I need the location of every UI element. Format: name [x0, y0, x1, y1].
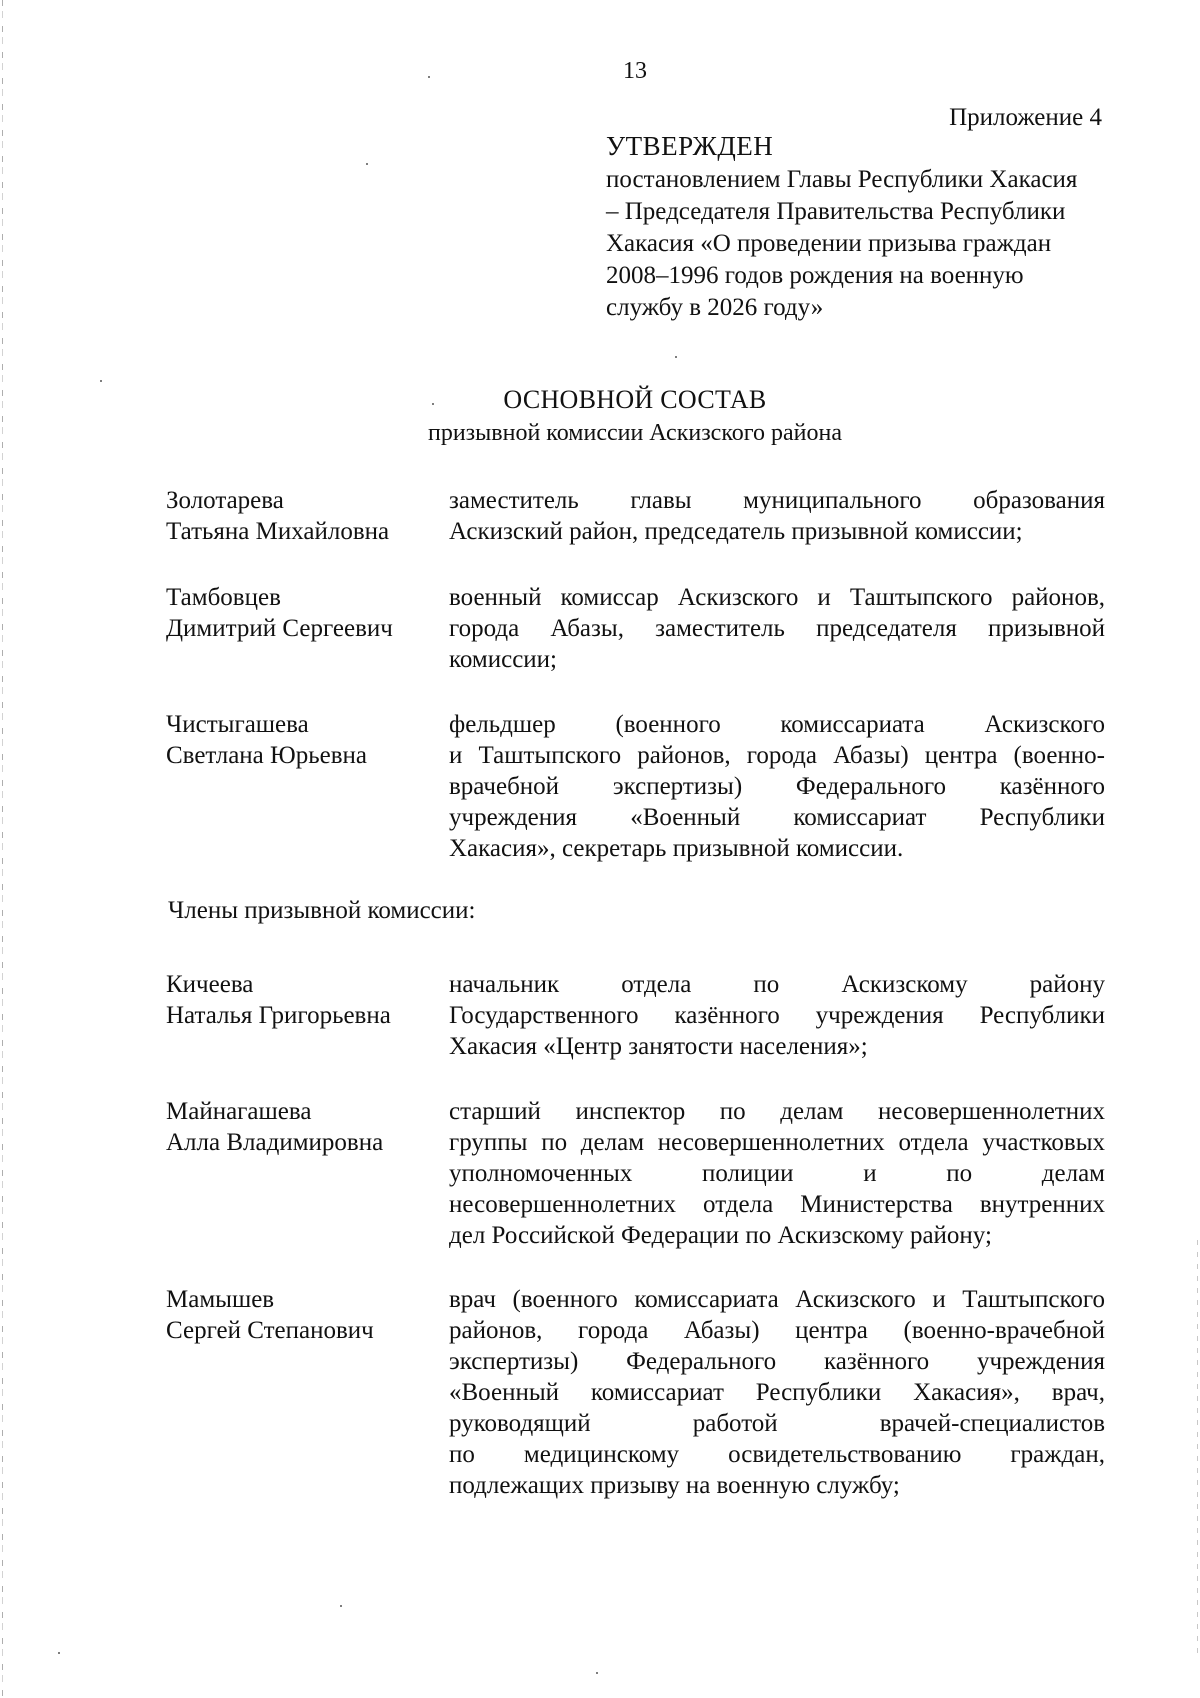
- member-name: [166, 485, 436, 547]
- members-label: Члены призывной комиссии:: [168, 897, 476, 924]
- role-line: Аскизский район, председатель призывной комиссии;: [449, 518, 1023, 545]
- role-line: начальник отдела по Аскизскому району: [449, 971, 1105, 998]
- member-name: [166, 969, 436, 1031]
- appendix-label: Приложение 4: [949, 104, 1102, 131]
- role-line: старший инспектор по делам несовершеннолетних: [449, 1098, 1105, 1125]
- member-given-names: Наталья Григорьевна: [166, 1002, 391, 1029]
- approval-line: – Председателя Правительства Республики: [606, 198, 1066, 225]
- member-role: [449, 969, 1105, 1062]
- member-given-names: Алла Владимировна: [166, 1129, 384, 1156]
- approval-block: [606, 130, 1106, 324]
- member-surname: Золотарева: [166, 487, 284, 514]
- approval-title: УТВЕРЖДЕН: [606, 131, 774, 161]
- role-line: уполномоченных полиции и по делам: [449, 1160, 1105, 1187]
- scan-edge-right: [1197, 1240, 1198, 1660]
- role-line: по медицинскому освидетельствованию граждан,: [449, 1441, 1105, 1468]
- heading-subtitle: призывной комиссии Аскизского района: [427, 420, 843, 446]
- member-given-names: Сергей Степанович: [166, 1317, 374, 1344]
- role-line: экспертизы) Федерального казённого учреждения: [449, 1348, 1105, 1375]
- member-role: [449, 485, 1105, 547]
- role-line: фельдшер (военного комиссариата Аскизского: [449, 711, 1105, 738]
- member-name: [166, 1284, 436, 1346]
- approval-line: постановлением Главы Республики Хакасия: [606, 166, 1078, 193]
- scan-speck: [100, 380, 102, 382]
- scan-speck: [366, 163, 368, 165]
- scan-speck: [58, 1652, 60, 1654]
- heading-title: ОСНОВНОЙ СОСТАВ: [503, 385, 767, 414]
- role-line: Хакасия», секретарь призывной комиссии.: [449, 835, 904, 862]
- member-given-names: Светлана Юрьевна: [166, 742, 368, 769]
- role-line: военный комиссар Аскизского и Таштыпского районов,: [449, 584, 1105, 611]
- member-surname: Кичеева: [166, 971, 254, 998]
- role-line: районов, города Абазы) центра (военно-врачебной: [449, 1317, 1105, 1344]
- member-given-names: Димитрий Сергеевич: [166, 615, 393, 642]
- approval-line: Хакасия «О проведении призыва граждан: [606, 230, 1052, 257]
- page-number: 13: [623, 58, 647, 84]
- scan-edge-left: [2, 0, 3, 1698]
- member-name: [166, 709, 436, 771]
- role-line: «Военный комиссариат Республики Хакасия», врач,: [449, 1379, 1105, 1406]
- member-surname: Майнагашева: [166, 1098, 312, 1125]
- member-name: [166, 1096, 436, 1158]
- approval-line: 2008–1996 годов рождения на военную: [606, 262, 1024, 289]
- role-line: Хакасия «Центр занятости населения»;: [449, 1033, 868, 1060]
- scan-speck: [675, 356, 677, 358]
- section-heading: [0, 383, 1200, 449]
- role-line: руководящий работой врачей-специалистов: [449, 1410, 1105, 1437]
- role-line: подлежащих призыву на военную службу;: [449, 1472, 900, 1499]
- role-line: врач (военного комиссариата Аскизского и Таштыпского: [449, 1286, 1105, 1313]
- role-line: несовершеннолетних отдела Министерства внутренних: [449, 1191, 1105, 1218]
- role-line: города Абазы, заместитель председателя призывной: [449, 615, 1105, 642]
- role-line: комиссии;: [449, 646, 557, 673]
- scan-speck: [340, 1605, 342, 1607]
- member-surname: Мамышев: [166, 1286, 275, 1313]
- role-line: заместитель главы муниципального образования: [449, 487, 1105, 514]
- scan-speck: [596, 1672, 598, 1674]
- role-line: группы по делам несовершеннолетних отдела участковых: [449, 1129, 1105, 1156]
- role-line: врачебной экспертизы) Федерального казённого: [449, 773, 1105, 800]
- member-role: [449, 709, 1105, 864]
- member-name: [166, 582, 436, 644]
- member-surname: Тамбовцев: [166, 584, 281, 611]
- member-role: [449, 1096, 1105, 1251]
- role-line: дел Российской Федерации по Аскизскому району;: [449, 1222, 992, 1249]
- role-line: Государственного казённого учреждения Республики: [449, 1002, 1105, 1029]
- role-line: учреждения «Военный комиссариат Республики: [449, 804, 1105, 831]
- member-surname: Чистыгашева: [166, 711, 309, 738]
- member-role: [449, 582, 1105, 675]
- role-line: и Таштыпского районов, города Абазы) центра (военно-: [449, 742, 1105, 769]
- member-given-names: Татьяна Михайловна: [166, 518, 390, 545]
- member-role: [449, 1284, 1105, 1501]
- approval-line: службу в 2026 году»: [606, 294, 824, 321]
